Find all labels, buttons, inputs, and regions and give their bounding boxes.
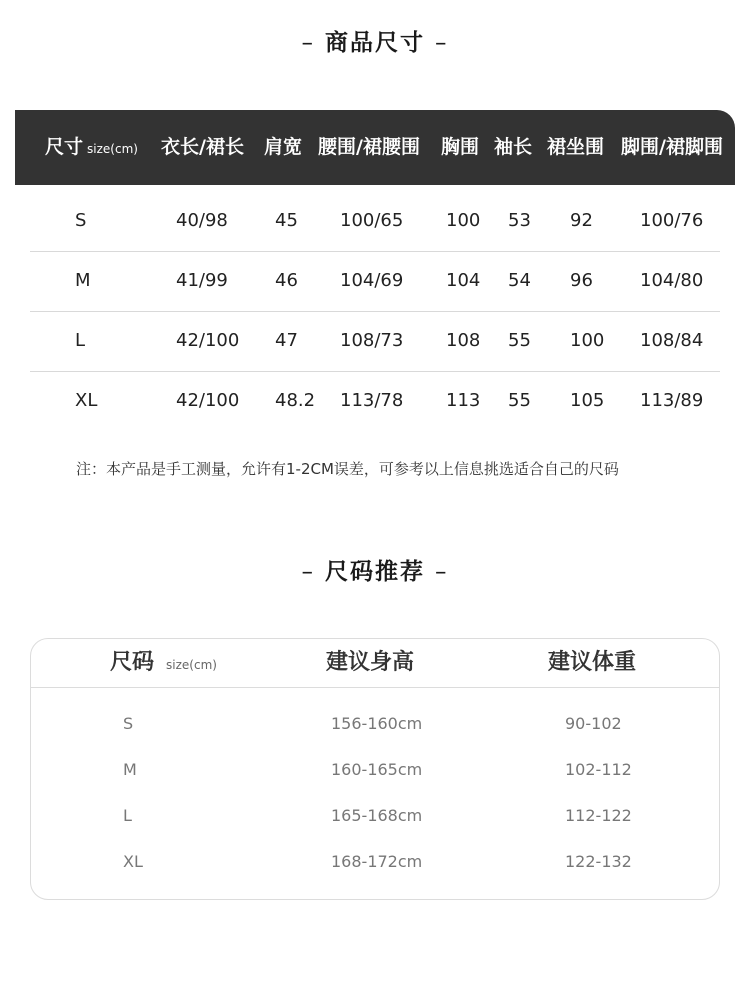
chest-column-header: 胸围 (441, 136, 480, 158)
hem-cell: 100/76 (640, 210, 704, 231)
size-cell: XL (75, 390, 98, 411)
shoulder-cell: 45 (275, 210, 298, 231)
size-cell: L (75, 330, 86, 351)
rec-size-unit: size(cm) (166, 658, 217, 672)
rec-size-cell: S (123, 714, 134, 733)
size-section-title: – 商品尺寸 – (301, 30, 449, 56)
size-cell: M (75, 270, 91, 291)
waist-cell: 104/69 (340, 270, 404, 291)
waist-column-header: 腰围/裙腰围 (318, 136, 420, 158)
rec-height-cell: 165-168cm (331, 806, 423, 825)
chest-cell: 100 (446, 210, 481, 231)
size-column-header: 尺寸 size(cm) (45, 136, 138, 158)
rec-weight-header: 建议体重 (548, 650, 637, 675)
table-row (30, 311, 720, 372)
recommend-section-title: – 尺码推荐 – (301, 559, 449, 585)
rec-height-header: 建议身高 (326, 650, 415, 675)
shoulder-column-header: 肩宽 (264, 136, 303, 158)
size-cell: S (75, 210, 87, 231)
hip-cell: 100 (570, 330, 605, 351)
rec-size-cell: L (123, 806, 132, 825)
hem-cell: 113/89 (640, 390, 704, 411)
shoulder-cell: 48.2 (275, 390, 316, 411)
table-row (31, 701, 719, 747)
rec-weight-cell: 112-122 (565, 806, 632, 825)
rec-size-cell: M (123, 760, 137, 779)
table-row (31, 747, 719, 793)
rec-height-cell: 168-172cm (331, 852, 423, 871)
recommendation-header (31, 639, 719, 688)
hem-cell: 104/80 (640, 270, 704, 291)
length-cell: 42/100 (176, 390, 240, 411)
sleeve-column-header: 袖长 (494, 136, 533, 158)
chest-cell: 108 (446, 330, 481, 351)
sleeve-cell: 54 (508, 270, 531, 291)
length-cell: 40/98 (176, 210, 228, 231)
length-cell: 41/99 (176, 270, 228, 291)
waist-cell: 100/65 (340, 210, 404, 231)
length-cell: 42/100 (176, 330, 240, 351)
size-table-header (15, 110, 735, 185)
shoulder-cell: 47 (275, 330, 298, 351)
hem-cell: 108/84 (640, 330, 704, 351)
hip-cell: 105 (570, 390, 605, 411)
hip-column-header: 裙坐围 (547, 136, 605, 158)
rec-height-cell: 160-165cm (331, 760, 423, 779)
rec-height-cell: 156-160cm (331, 714, 423, 733)
rec-weight-cell: 90-102 (565, 714, 622, 733)
measurement-note: 注：本产品是手工测量，允许有1-2CM误差，可参考以上信息挑选适合自己的尺码 (76, 460, 619, 478)
size-section-title-text: 商品尺寸 (325, 30, 425, 56)
hem-column-header: 脚围/裙脚围 (621, 136, 723, 158)
chest-cell: 113 (446, 390, 481, 411)
hip-cell: 92 (570, 210, 593, 231)
table-row (30, 191, 720, 252)
rec-weight-cell: 102-112 (565, 760, 632, 779)
hip-cell: 96 (570, 270, 593, 291)
rec-size-cell: XL (123, 852, 143, 871)
chest-cell: 104 (446, 270, 481, 291)
waist-cell: 113/78 (340, 390, 404, 411)
sleeve-cell: 55 (508, 330, 531, 351)
table-row (31, 839, 719, 885)
table-row (30, 251, 720, 312)
size-unit: size(cm) (87, 142, 138, 156)
rec-weight-cell: 122-132 (565, 852, 632, 871)
length-column-header: 衣长/裙长 (161, 136, 244, 158)
sleeve-cell: 55 (508, 390, 531, 411)
table-row (31, 793, 719, 839)
table-row (30, 371, 720, 431)
rec-size-header: 尺码 size(cm) (110, 650, 217, 675)
shoulder-cell: 46 (275, 270, 298, 291)
waist-cell: 108/73 (340, 330, 404, 351)
size-recommendation-table (30, 638, 720, 900)
sleeve-cell: 53 (508, 210, 531, 231)
recommend-section-title-text: 尺码推荐 (325, 559, 425, 585)
